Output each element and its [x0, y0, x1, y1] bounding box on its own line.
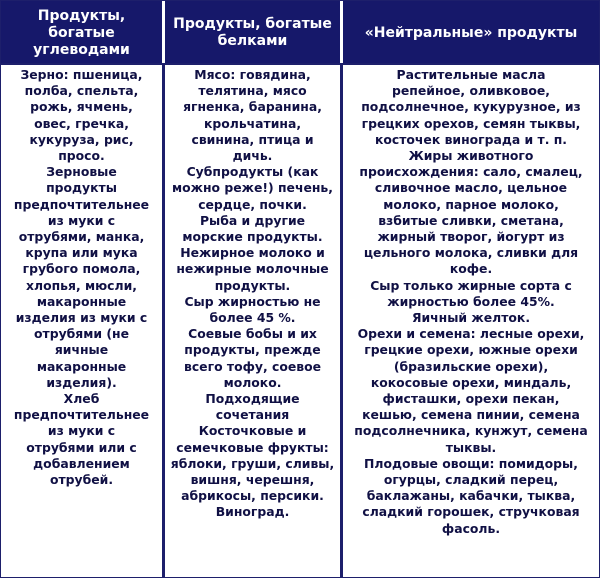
carbohydrate-foods-cell: Зерно: пшеница, полба, спельта, рожь, ячмень, овес, гречка, кукуруза, рис, просо. Зерновые продукты предпочтительнее из муки с отрубями, манка, крупа или мука грубого помола, хлопья, мюсли, макаронные изделия из муки с отрубями (не яичные макаронные изделия). Хлеб предпочтительнее из муки с отрубями или с добавлением отрубей. — [1, 65, 162, 577]
neutral-foods-cell: Растительные масла репейное, оливковое, подсолнечное, кукурузное, из грецких орехов, семян тыквы, косточек винограда и т. п. Жиры животного происхождения: сало, смалец, сливочное масло, цельное молоко, парное молоко, взбитые сливки, сметана, жирный творог, йогурт из цельного молока, сливки для кофе. Сыр только жирные сорта с жирностью более 45%. Яичный желток. Орехи и семена: лесные орехи, грецкие орехи, южные орехи (бразильские орехи), кокосовые орехи, миндаль, фисташки, орехи пекан, кешью, семена пинии, семена подсолнечника, кунжут, семена тыквы. Плодовые овощи: помидоры, огурцы, сладкий перец, баклажаны, кабачки, тыква, сладкий горошек, стручковая фасоль. — [340, 65, 599, 577]
protein-foods-cell: Мясо: говядина, телятина, мясо ягненка, баранина, крольчатина, свинина, птица и дичь. Субпродукты (как можно реже!) печень, сердце, почки. Рыба и другие морские продукты. Нежирное молоко и нежирные молочные продукты. Сыр жирностью не более 45 %. Соевые бобы и их продукты, прежде всего тофу, соевое молоко. Подходящие сочетания Косточковые и семечковые фрукты: яблоки, груши, сливы, вишня, черешня, абрикосы, персики. Виноград. — [162, 65, 340, 577]
header-carbohydrate-foods: Продукты, богатые углеводами — [1, 1, 162, 65]
header-protein-foods: Продукты, богатые белками — [162, 1, 340, 65]
header-neutral-foods: «Нейтральные» продукты — [340, 1, 599, 65]
